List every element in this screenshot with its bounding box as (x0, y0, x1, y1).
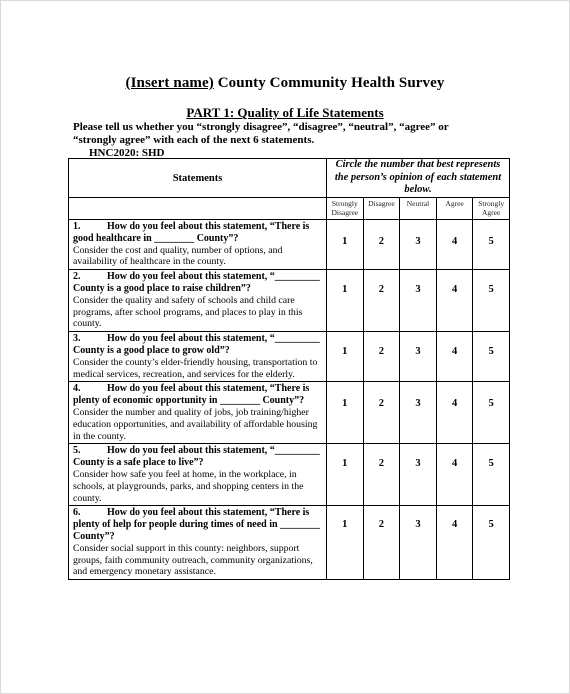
statement-question: 5. How do you feel about this statement, “_________ County is a safe place to live”? (73, 445, 320, 469)
rating-option[interactable]: 1 (327, 270, 364, 332)
rating-option[interactable]: 1 (327, 382, 364, 444)
survey-table (68, 158, 510, 580)
statement-number: 4. (73, 383, 81, 395)
table-row (69, 332, 510, 382)
rating-option[interactable]: 3 (400, 220, 437, 270)
table-row (69, 220, 510, 270)
scale-label: Agree (436, 198, 473, 220)
part-heading: PART 1: Quality of Life Statements (186, 105, 384, 120)
statement-note: Consider social support in this county: neighbors, support groups, faith community outreach, community organizations, and emergency monetary assistance. (73, 542, 313, 578)
title-insert-name: (Insert name) (125, 75, 214, 91)
rating-option[interactable]: 1 (327, 332, 364, 382)
statement-cell (69, 444, 327, 506)
statement-note: Consider the number and quality of jobs, job training/higher education opportunities, and availability of affordable housing in the county. (73, 406, 318, 442)
rating-option[interactable]: 1 (327, 444, 364, 506)
rating-option[interactable]: 2 (363, 332, 400, 382)
rating-option[interactable]: 3 (400, 506, 437, 580)
rating-option[interactable]: 5 (473, 332, 510, 382)
rating-option[interactable]: 2 (363, 444, 400, 506)
statement-note: Consider the quality and safety of schools and child care programs, after school programs, and places to play in this county. (73, 294, 303, 330)
statement-cell (69, 382, 327, 444)
statement-question: 1. How do you feel about this statement, “There is good healthcare in ________ County”? (73, 221, 310, 244)
statement-number: 3. (73, 333, 81, 345)
intro-instructions: Please tell us whether you “strongly disagree”, “disagree”, “neutral”, “agree” or “strongly agree” with each of the next 6 statements. (73, 121, 449, 146)
table-row (69, 382, 510, 444)
rating-option[interactable]: 3 (400, 270, 437, 332)
survey-code: HNC2020: SHD (89, 147, 165, 159)
rating-option[interactable]: 3 (400, 382, 437, 444)
statement-number: 6. (73, 507, 81, 519)
table-header-row (69, 159, 510, 198)
statement-question: 4. How do you feel about this statement, “There is plenty of economic opportunity in ________ County”? (73, 383, 310, 407)
table-row (69, 444, 510, 506)
statement-note: Consider how safe you feel at home, in the workplace, in schools, at playgrounds, parks, and shopping centers in the county. (73, 468, 304, 504)
statements-header: Statements (69, 159, 327, 198)
rating-option[interactable]: 3 (400, 444, 437, 506)
statement-number: 2. (73, 271, 81, 283)
statement-note: Consider the county’s elder-friendly housing, transportation to medical services, recreation, and services for the elderly. (73, 356, 318, 380)
rating-option[interactable]: 5 (473, 270, 510, 332)
statement-cell (69, 332, 327, 382)
table-row (69, 506, 510, 580)
rating-option[interactable]: 4 (436, 332, 473, 382)
rating-option[interactable]: 2 (363, 506, 400, 580)
scale-label: Neutral (400, 198, 437, 220)
rating-option[interactable]: 1 (327, 506, 364, 580)
rating-option[interactable]: 2 (363, 220, 400, 270)
statement-note: Consider the cost and quality, number of options, and availability of healthcare in the county. (73, 244, 283, 268)
rating-option[interactable]: 3 (400, 332, 437, 382)
statement-question: 3. How do you feel about this statement, “_________ County is a good place to grow old”? (73, 333, 320, 356)
scale-label: Strongly Agree (473, 198, 510, 220)
statement-cell (69, 270, 327, 332)
title-rest: County Community Health Survey (213, 75, 445, 91)
statement-number: 1. (73, 221, 81, 232)
rating-option[interactable]: 4 (436, 506, 473, 580)
rating-option[interactable]: 4 (436, 444, 473, 506)
statement-cell (69, 220, 327, 270)
scale-label: Strongly Disagree (327, 198, 364, 220)
statement-cell (69, 506, 327, 580)
statement-number: 5. (73, 445, 81, 457)
rating-option[interactable]: 2 (363, 382, 400, 444)
rating-option[interactable]: 5 (473, 444, 510, 506)
scale-row (69, 198, 510, 220)
table-row (69, 270, 510, 332)
rating-option[interactable]: 4 (436, 382, 473, 444)
rating-option[interactable]: 4 (436, 270, 473, 332)
scale-label: Disagree (363, 198, 400, 220)
document-title (1, 75, 569, 92)
circle-instructions-header: Circle the number that best represents the person’s opinion of each statement below. (327, 159, 510, 198)
rating-option[interactable]: 1 (327, 220, 364, 270)
rating-option[interactable]: 5 (473, 506, 510, 580)
rating-option[interactable]: 5 (473, 220, 510, 270)
rating-option[interactable]: 2 (363, 270, 400, 332)
rating-option[interactable]: 4 (436, 220, 473, 270)
statement-question: 2. How do you feel about this statement, “_________ County is a good place to raise children”? (73, 271, 320, 294)
rating-option[interactable]: 5 (473, 382, 510, 444)
statement-question: 6. How do you feel about this statement, “There is plenty of help for people during times of need in ________ County”? (73, 507, 321, 542)
scale-row-blank (69, 198, 327, 220)
